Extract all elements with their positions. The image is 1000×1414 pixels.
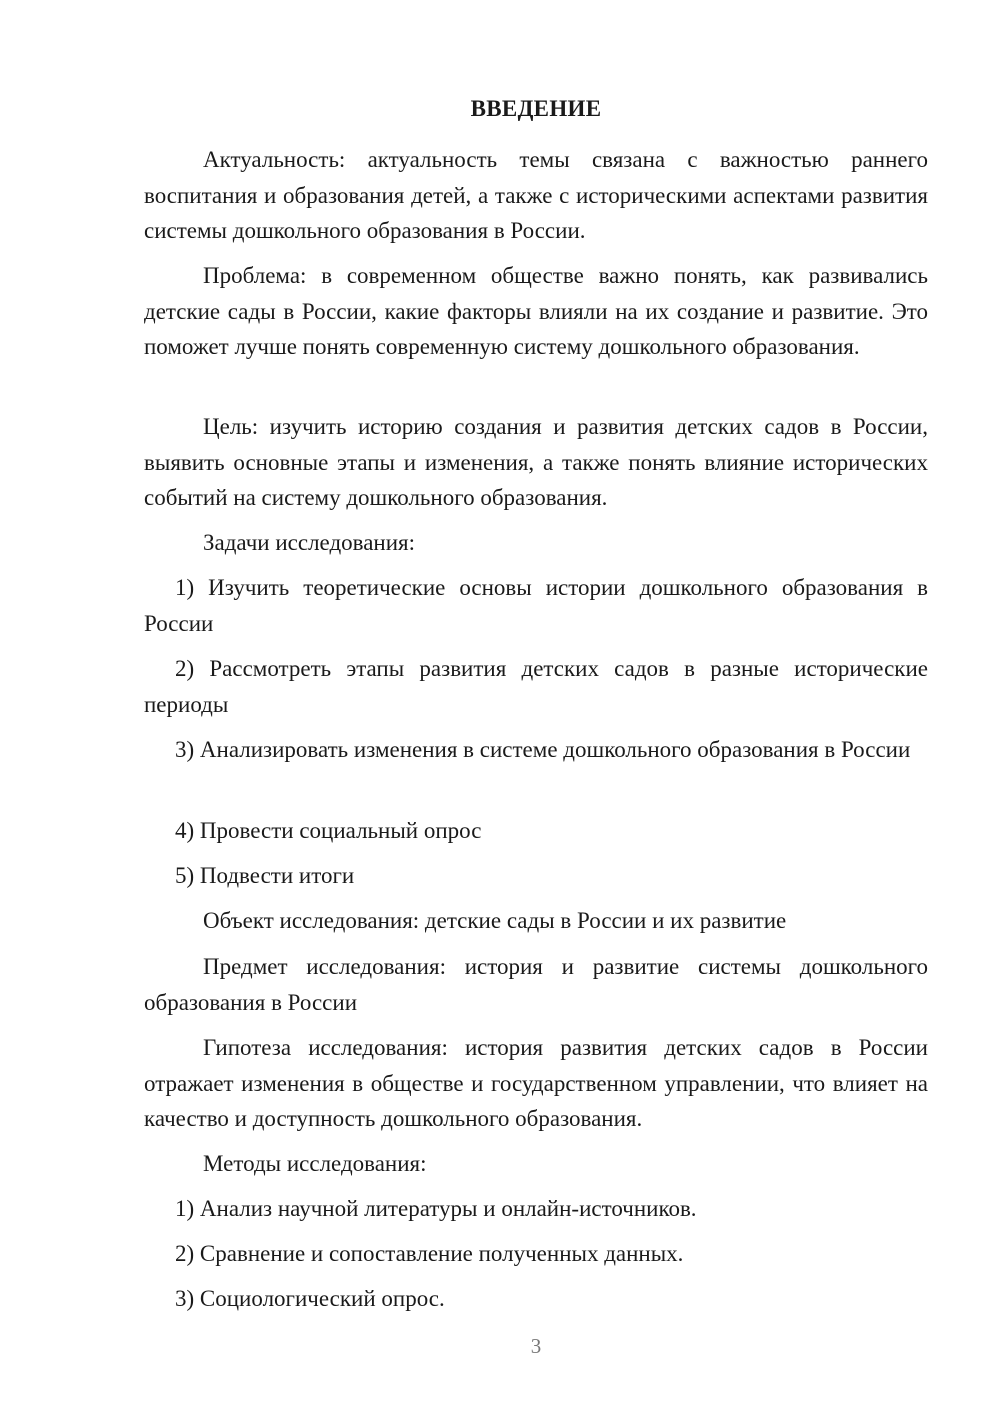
task-item-2: 2) Рассмотреть этапы развития детских садов в разные исторические периоды [144,656,928,717]
object-paragraph: Объект исследования: детские сады в России и их развитие [203,908,787,933]
goal-paragraph: Цель: изучить историю создания и развития детских садов в России, выявить основные этапы и изменения, а также понять влияние исторических событий на систему дошкольного образования. [144,414,928,510]
relevance-paragraph: Актуальность: актуальность темы связана с важностью раннего воспитания и образования детей, а также с историческими аспектами развития системы дошкольного образования в России. [144,147,928,243]
method-item-3: 3) Социологический опрос. [175,1286,445,1311]
page-title: ВВЕДЕНИЕ [470,96,602,121]
task-item-4: 4) Провести социальный опрос [175,818,482,843]
method-item-2: 2) Сравнение и сопоставление полученных данных. [175,1241,684,1266]
task-item-3: 3) Анализировать изменения в системе дошкольного образования в России [175,737,911,762]
subject-paragraph: Предмет исследования: история и развитие системы дошкольного образования в России [144,954,928,1015]
methods-heading: Методы исследования: [203,1151,427,1176]
page-number: 3 [530,1334,542,1358]
task-item-5: 5) Подвести итоги [175,863,355,888]
problem-paragraph: Проблема: в современном обществе важно понять, как развивались детские сады в России, какие факторы влияли на их создание и развитие. Это поможет лучше понять современную систему дошкольного образования. [144,263,928,359]
tasks-heading: Задачи исследования: [203,530,416,555]
hypothesis-paragraph: Гипотеза исследования: история развития детских садов в России отражает изменения в обществе и государственном управлении, что влияет на качество и доступность дошкольного образования. [144,1035,928,1131]
method-item-1: 1) Анализ научной литературы и онлайн-источников. [175,1196,697,1221]
task-item-1: 1) Изучить теоретические основы истории дошкольного образования в России [144,575,928,636]
